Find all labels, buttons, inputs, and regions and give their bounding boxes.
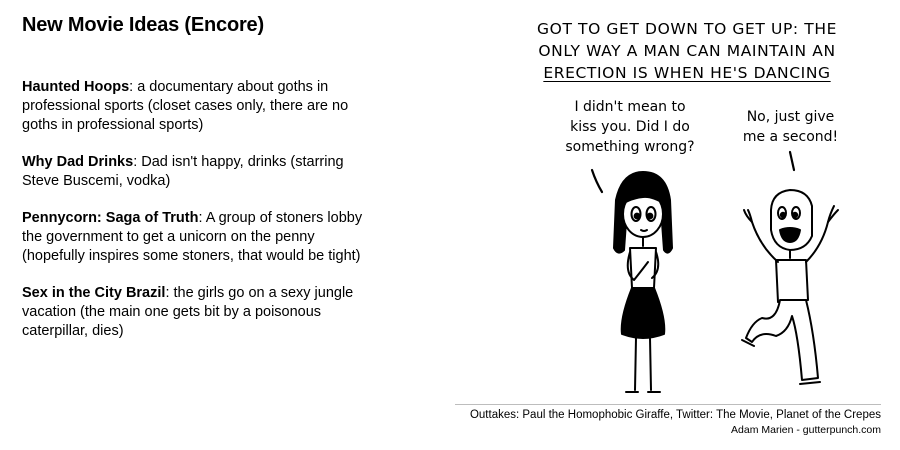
idea-description: : A group of stoners lobby the government to get a unicorn on the penny (hopefully inspires some stoners, that would be tight) xyxy=(22,210,363,264)
idea-title: Sex in the City Brazil xyxy=(22,285,166,301)
idea-title: Why Dad Drinks xyxy=(22,154,134,170)
speech-line: something wrong? xyxy=(565,139,695,155)
speech-line: me a second! xyxy=(742,129,839,145)
idea-description: : Dad isn't happy, drinks (starring Steve Buscemi, vodka) xyxy=(22,154,344,189)
speech-line: I didn't mean to xyxy=(574,99,686,115)
page-title: New Movie Ideas (Encore) xyxy=(22,14,264,36)
guy-speech-bubble xyxy=(723,107,858,147)
caption-line: ONLY WAY A MAN CAN MAINTAIN AN xyxy=(538,42,836,60)
outtakes-text: Outtakes: Paul the Homophobic Giraffe, Twitter: The Movie, Planet of the Crepes xyxy=(469,409,881,421)
caption-line: GOT TO GET DOWN TO GET UP: THE xyxy=(537,20,837,38)
guy-figure xyxy=(742,190,838,384)
idea-item xyxy=(22,153,367,191)
idea-title: Pennycorn: Saga of Truth xyxy=(22,210,199,226)
left-speech-tail xyxy=(592,170,602,192)
idea-item xyxy=(22,78,367,135)
caption-line: ERECTION IS WHEN HE'S DANCING xyxy=(543,64,831,82)
girl-figure xyxy=(614,172,672,392)
movie-ideas-list xyxy=(22,78,367,359)
girl-speech-bubble xyxy=(545,97,715,157)
right-speech-tail xyxy=(790,152,794,170)
author-credit: Adam Marien - gutterpunch.com xyxy=(731,424,881,436)
idea-item xyxy=(22,284,367,341)
footer-divider xyxy=(455,404,881,405)
idea-description: : a documentary about goths in professional sports (closet cases only, there are no goths in professional sports) xyxy=(22,79,349,133)
idea-item xyxy=(22,209,367,266)
idea-description: : the girls go on a sexy jungle vacation (the main one gets bit by a poisonous caterpillar, dies) xyxy=(22,285,354,339)
speech-line: kiss you. Did I do xyxy=(570,119,690,135)
speech-line: No, just give xyxy=(746,109,835,125)
idea-title: Haunted Hoops xyxy=(22,79,130,95)
comic-caption xyxy=(487,18,887,84)
